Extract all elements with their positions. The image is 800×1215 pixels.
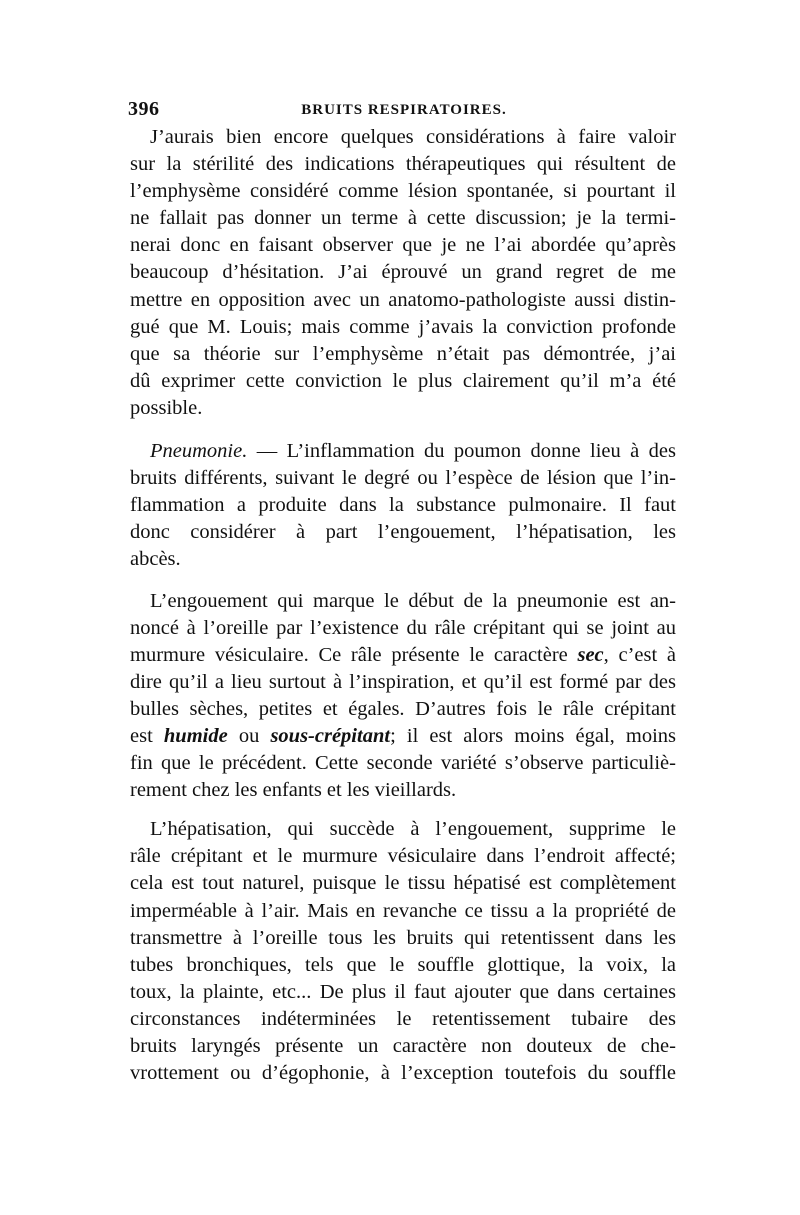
text-line: circonstances indéterminées le retentissement tubaire des xyxy=(130,1007,676,1030)
text-line: L’engouement qui marque le début de la pneumonie est an- xyxy=(150,589,676,612)
text-line: rement chez les enfants et les vieillards. xyxy=(130,779,457,802)
text-line: donc considérer à part l’engouement, l’hépatisation, les xyxy=(130,521,676,544)
paragraph-emphysema-conclusion xyxy=(130,124,676,422)
text-fragment: murmure vésiculaire. Ce râle présente le caractère xyxy=(130,643,578,666)
text-line: dire qu’il a lieu surtout à l’inspiration, et qu’il est formé par des xyxy=(130,670,676,693)
paragraph-engouement xyxy=(130,588,676,805)
text-line: beaucoup d’hésitation. J’ai éprouvé un grand regret de me xyxy=(130,261,676,284)
text-fragment: est xyxy=(130,724,164,747)
text-line xyxy=(130,723,676,750)
text-line: que sa théorie sur l’emphysème n’était pas démontrée, j’ai xyxy=(130,342,676,365)
text-line: imperméable à l’air. Mais en revanche ce tissu a la propriété de xyxy=(130,899,676,922)
text-line: cela est tout naturel, puisque le tissu hépatisé est complètement xyxy=(130,872,676,895)
paragraph-pneumonia xyxy=(130,438,676,573)
text-line: possible. xyxy=(130,396,203,419)
text-line: transmettre à l’oreille tous les bruits qui retentissent dans les xyxy=(130,926,676,949)
text-fragment: — L’inflammation du poumon donne lieu à des xyxy=(247,440,676,463)
text-fragment: ou xyxy=(227,724,271,747)
section-heading-pneumonia: Pneumonie. xyxy=(150,440,248,463)
text-line: gué que M. Louis; mais comme j’avais la conviction profonde xyxy=(130,315,676,338)
text-line: abcès. xyxy=(130,548,181,571)
text-line: bulles sèches, petites et égales. D’autres fois le râle crépitant xyxy=(130,697,676,720)
text-line: l’emphysème considéré comme lésion spontanée, si pourtant il xyxy=(130,180,676,203)
text-line: J’aurais bien encore quelques considérations à faire valoir xyxy=(150,126,676,148)
text-line: tubes bronchiques, tels que le souffle glottique, la voix, la xyxy=(130,953,676,976)
page-number: 396 xyxy=(128,98,160,120)
text-line: flammation a produite dans la substance pulmonaire. Il faut xyxy=(130,494,676,517)
text-line: mettre en opposition avec un anatomo-pathologiste aussi distin- xyxy=(130,288,676,311)
text-line: noncé à l’oreille par l’existence du râle crépitant qui se joint au xyxy=(130,616,676,639)
text-line: bruits laryngés présente un caractère non douteux de che- xyxy=(130,1035,676,1057)
text-line: sur la stérilité des indications thérapeutiques qui résultent de xyxy=(130,153,676,176)
text-line xyxy=(130,438,676,465)
text-line: ne fallait pas donner un terme à cette discussion; je la termi- xyxy=(130,207,676,230)
text-line: nerai donc en faisant observer que je ne l’ai abordée qu’après xyxy=(130,234,676,257)
paragraph-hepatisation xyxy=(130,816,676,1087)
text-fragment: , c’est à xyxy=(603,643,676,666)
page-header xyxy=(128,98,680,122)
emphasis-humide: humide xyxy=(163,724,228,747)
text-line: L’hépatisation, qui succède à l’engouement, supprime le xyxy=(150,818,676,841)
text-line xyxy=(130,642,676,669)
text-line: dû exprimer cette conviction le plus clairement qu’il m’a été xyxy=(130,369,676,392)
text-line: bruits différents, suivant le degré ou l’espèce de lésion que l’in- xyxy=(130,467,676,490)
running-title: BRUITS RESPIRATOIRES. xyxy=(301,102,507,118)
emphasis-sec: sec xyxy=(577,643,604,666)
body-text xyxy=(130,124,676,1087)
emphasis-sous-crepitant: sous-crépitant xyxy=(270,724,391,747)
text-line: râle crépitant et le murmure vésiculaire dans l’endroit affecté; xyxy=(130,845,676,868)
text-line: vrottement ou d’égophonie, à l’exception toutefois du souffle xyxy=(130,1062,676,1085)
text-line: toux, la plainte, etc... De plus il faut ajouter que dans certaines xyxy=(130,980,676,1003)
text-line: fin que le précédent. Cette seconde variété s’observe particuliè- xyxy=(130,752,676,775)
text-fragment: ; il est alors moins égal, moins xyxy=(390,724,677,747)
